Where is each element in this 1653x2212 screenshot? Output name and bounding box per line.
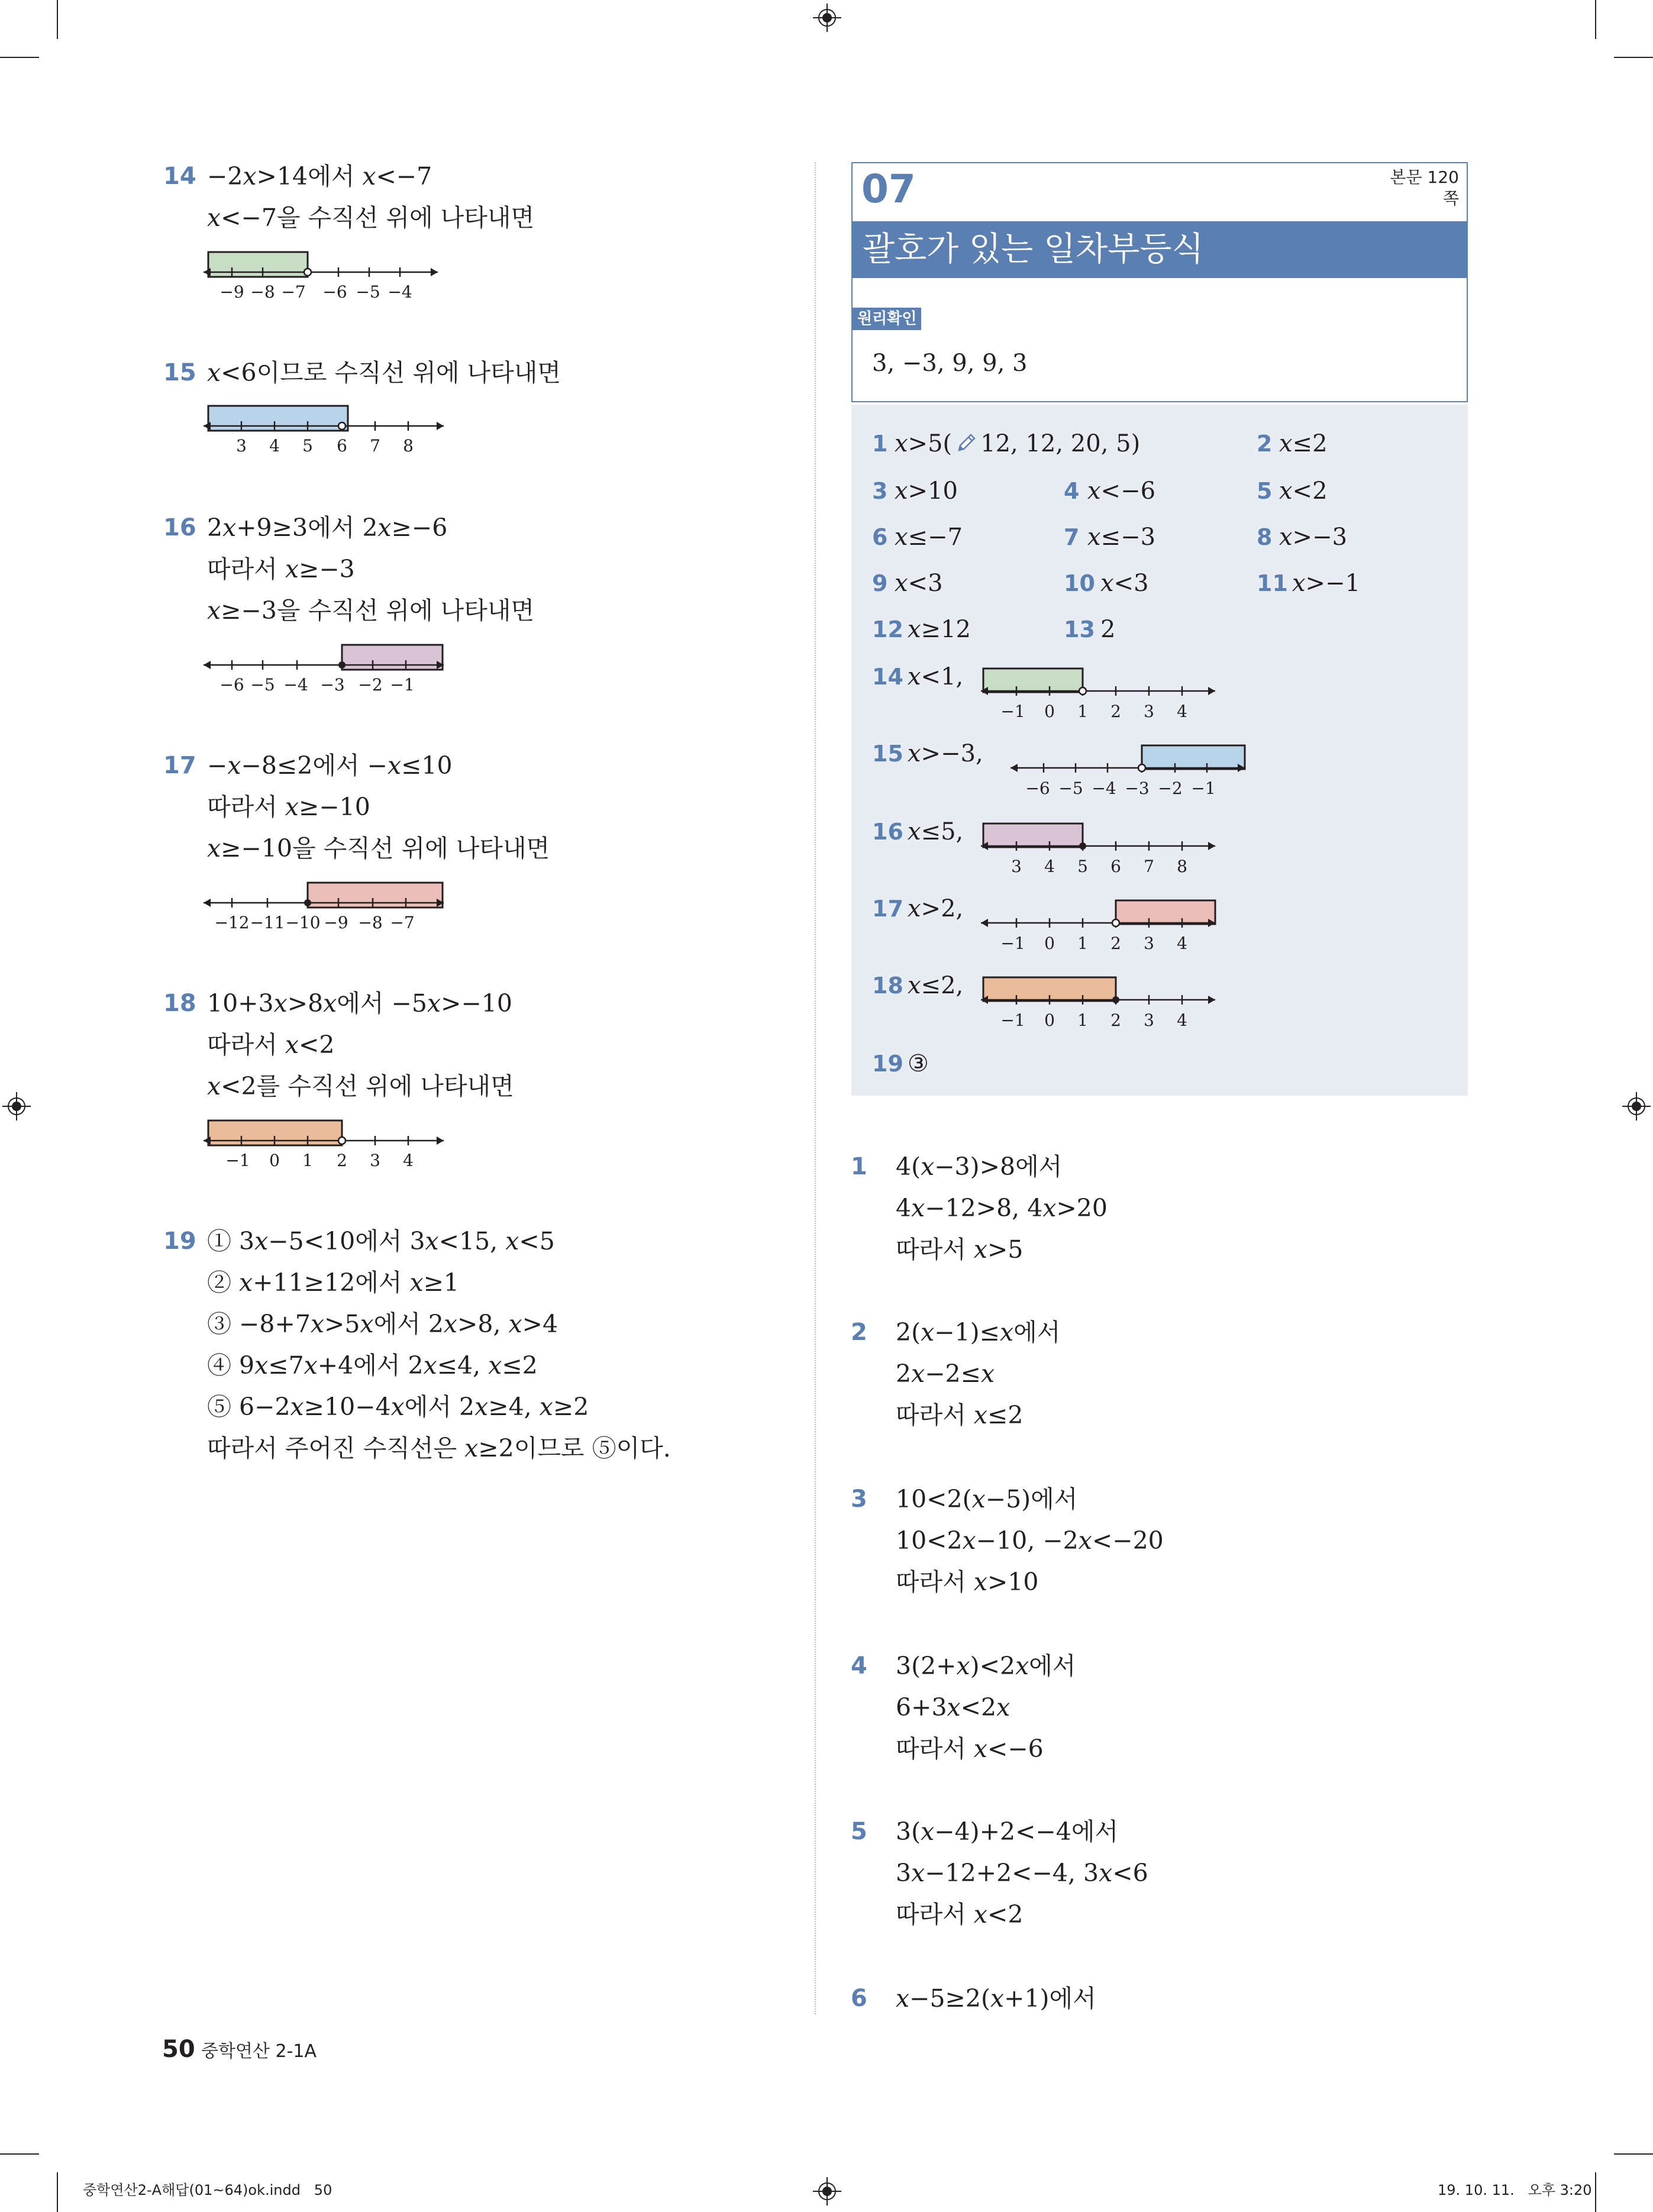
answer-text: 𝑥>10 [895,477,958,505]
closed-point [304,899,311,906]
answer-text: 𝑥≤2, [908,972,964,999]
page-number: 50 [162,2036,195,2063]
tick-label: 3 [1144,934,1154,953]
solution-line: ② 𝑥+11≥12에서 𝑥≥1 [207,1268,460,1297]
tick-label: 3 [236,436,247,456]
crop-mark [57,0,58,39]
registration-mark-icon [813,4,841,32]
open-point [304,269,311,276]
open-point [338,422,346,430]
solution-range [342,645,443,670]
solution-line: 3(2+𝑥)<2𝑥에서 [896,1652,1076,1680]
tick-label: −7 [281,282,306,302]
item-number: 4 [851,1652,867,1680]
solution-line: 따라서 𝑥>10 [896,1568,1039,1596]
answer-number: 13 [1064,616,1095,642]
answer-number: 16 [872,819,903,845]
crop-mark [1614,2153,1653,2155]
tick-label: 4 [1044,857,1055,876]
tick-label: 3 [1011,857,1022,876]
tick-label: 2 [1110,934,1121,953]
solution-line: 10<2(𝑥−5)에서 [896,1485,1078,1513]
solution-line: 𝑥<6이므로 수직선 위에 나타내면 [207,359,561,387]
book-title: 중학연산 2-1A [201,2041,317,2062]
answer-number: 7 [1064,524,1080,550]
answer-number: 5 [1257,478,1273,504]
crop-mark [1595,2172,1596,2212]
answer-text: ③ [908,1050,929,1077]
answer-number: 2 [1257,431,1273,457]
tick-label: 1 [1077,1010,1088,1030]
item-number: 6 [851,1985,867,2012]
solution-line: 4𝑥−12>8, 4𝑥>20 [896,1194,1108,1222]
tick-label: −1 [1191,779,1216,798]
tick-label: 0 [269,1151,280,1170]
answer-text: 𝑥>−1 [1292,570,1361,597]
solution-line: ⑤ 6−2𝑥≥10−4𝑥에서 2𝑥≥4, 𝑥≥2 [207,1393,589,1421]
answer-expression-rest: 12, 12, 20, 5) [980,430,1141,457]
item-number: 18 [163,990,196,1017]
number-line [979,818,1221,883]
item-number: 2 [851,1319,867,1346]
tick-label: 4 [1177,1010,1187,1030]
solution-line: 4(𝑥−3)>8에서 [896,1152,1063,1181]
number-line [201,872,450,937]
column-divider [815,163,816,2014]
closed-point [1079,842,1086,850]
tick-label: −1 [1000,934,1025,953]
solution-line: −2𝑥>14에서 𝑥<−7 [207,162,432,190]
solution-line: 따라서 주어진 수직선은 𝑥≥2이므로 ⑤이다. [207,1434,671,1462]
solution-line: −𝑥−8≤2에서 −𝑥≤10 [207,751,453,780]
answer-number: 3 [872,478,888,504]
solution-range [983,669,1083,692]
answer-number: 17 [872,896,903,922]
principle-badge: 원리확인 [853,308,921,330]
open-point [338,1137,346,1144]
tick-label: −3 [320,675,345,695]
solution-line: 10<2𝑥−10, −2𝑥<−20 [896,1526,1164,1555]
principle-answer: 3, −3, 9, 9, 3 [872,350,1028,377]
tick-label: 0 [1044,1010,1055,1030]
tick-label: −8 [358,913,383,932]
solution-line: 𝑥≥−3을 수직선 위에 나타내면 [207,596,535,625]
tick-label: −5 [1058,779,1083,798]
solution-line: 2(𝑥−1)≤𝑥에서 [896,1318,1061,1346]
tick-label: 0 [1044,934,1055,953]
tick-label: 2 [1110,702,1121,721]
answer-text [895,430,1140,458]
registration-mark-icon [1622,1092,1651,1120]
solution-range [208,252,308,277]
tick-label: 8 [403,436,414,456]
number-line [1008,740,1251,805]
tick-label: −4 [388,282,412,302]
solution-range [208,406,348,431]
solution-line: 3𝑥−12+2<−4, 3𝑥<6 [896,1859,1148,1887]
tick-label: 1 [1077,702,1088,721]
solution-line: ④ 9𝑥≤7𝑥+4에서 2𝑥≤4, 𝑥≤2 [207,1351,538,1380]
open-point [1138,764,1145,771]
solution-line: 2𝑥+9≥3에서 2𝑥≥−6 [207,514,448,542]
tick-label: −2 [358,675,383,695]
tick-label: −6 [1025,779,1050,798]
tick-label: −3 [1125,779,1150,798]
number-line [201,241,450,306]
tick-label: 7 [370,436,380,456]
tick-label: −6 [322,282,347,302]
tick-label: −5 [250,675,275,695]
answer-text: 𝑥≤−7 [895,524,963,551]
solution-line: 𝑥<2를 수직선 위에 나타내면 [207,1072,514,1100]
item-number: 5 [851,1818,867,1845]
solution-range [1142,745,1245,769]
tick-label: 6 [1110,857,1121,876]
solution-line: 𝑥≥−10을 수직선 위에 나타내면 [207,834,550,863]
tick-label: 0 [1044,702,1055,721]
pencil-icon [954,431,978,455]
registration-mark-icon [813,2177,841,2205]
answer-number: 6 [872,524,888,550]
item-number: 19 [163,1228,196,1255]
tick-label: −8 [250,282,275,302]
solution-range [1116,900,1215,924]
tick-label: 4 [1177,702,1187,721]
solution-line: 3(𝑥−4)+2<−4에서 [896,1817,1119,1846]
solution-line: 2𝑥−2≤𝑥 [896,1360,995,1388]
tick-label: −6 [219,675,244,695]
solution-line: 10+3𝑥>8𝑥에서 −5𝑥>−10 [207,989,512,1018]
section-title: 괄호가 있는 일차부등식 [863,230,1204,269]
registration-mark-icon [2,1092,31,1120]
item-number: 1 [851,1153,867,1180]
item-number: 15 [163,359,196,386]
answer-text: 𝑥<2 [1279,477,1328,505]
answer-number: 8 [1257,524,1273,550]
answer-number: 19 [872,1051,903,1077]
tick-label: −4 [1092,779,1116,798]
answer-number: 4 [1064,478,1080,504]
tick-label: 4 [269,436,280,456]
number-line [979,971,1221,1036]
file-name: 중학연산2-A해답(01~64)ok.indd 50 [83,2182,332,2198]
tick-label: 3 [370,1151,380,1170]
solution-range [308,883,443,908]
tick-label: 3 [1144,702,1154,721]
solution-line: 𝑥<−7을 수직선 위에 나타내면 [207,204,535,232]
item-number: 14 [163,163,196,190]
solution-line: 따라서 𝑥≥−3 [207,555,355,583]
solution-line: ③ −8+7𝑥>5𝑥에서 2𝑥>8, 𝑥>4 [207,1310,558,1338]
print-timestamp: 19. 10. 11. 오후 3:20 [1438,2182,1592,2198]
tick-label: −1 [390,675,415,695]
tick-label: −4 [283,675,308,695]
tick-label: 1 [302,1151,313,1170]
tick-label: −12 [214,913,250,932]
answer-text: 𝑥<−6 [1087,477,1156,505]
answer-number: 18 [872,973,903,999]
answer-number: 15 [872,741,903,767]
solution-line: 따라서 𝑥<2 [896,1900,1024,1929]
tick-label: 4 [403,1151,414,1170]
open-point [1112,919,1119,926]
solution-line: 따라서 𝑥<2 [207,1031,335,1059]
tick-label: −5 [356,282,380,302]
tick-label: 6 [337,436,347,456]
answer-text: 𝑥≤2 [1279,430,1328,457]
number-line [201,634,450,699]
number-line [979,663,1221,728]
answer-text: 𝑥<1, [908,663,964,690]
tick-label: 7 [1144,857,1154,876]
answer-number: 10 [1064,570,1095,596]
solution-line: 따라서 𝑥>5 [896,1235,1024,1264]
tick-label: 3 [1144,1010,1154,1030]
tick-label: 5 [1077,857,1088,876]
tick-label: −9 [219,282,244,302]
answer-text: 𝑥<3 [1100,570,1149,597]
answer-text: 𝑥≥12 [908,616,971,643]
tick-label: 5 [302,436,313,456]
answer-text: 𝑥≤−3 [1087,524,1156,551]
tick-label: 1 [1077,934,1088,953]
solution-line: 따라서 𝑥<−6 [896,1735,1044,1763]
item-number: 17 [163,752,196,779]
page-reference: 본문 120쪽 [1390,167,1459,208]
number-line [979,895,1221,960]
closed-point [1112,996,1119,1003]
section-number: 07 [861,166,916,212]
crop-mark [0,57,39,58]
crop-mark [1595,0,1596,39]
crop-mark [57,2172,58,2212]
tick-label: 2 [1110,1010,1121,1030]
item-number: 16 [163,514,196,541]
tick-label: −1 [1000,702,1025,721]
answer-expression: 𝑥>5( [895,430,953,457]
item-number: 3 [851,1486,867,1513]
tick-label: −1 [225,1151,250,1170]
solution-line: 따라서 𝑥≥−10 [207,793,370,821]
tick-label: −10 [285,913,321,932]
tick-label: −9 [324,913,348,932]
answer-text: 𝑥>−3, [908,740,983,767]
open-point [1079,687,1086,695]
solution-line: 𝑥−5≥2(𝑥+1)에서 [896,1984,1096,2013]
answer-text: 𝑥<3 [895,570,943,597]
number-line [201,395,450,460]
answer-number: 11 [1257,570,1288,596]
answer-text: 𝑥>2, [908,895,964,922]
tick-label: 4 [1177,934,1187,953]
tick-label: 8 [1177,857,1187,876]
tick-label: 2 [337,1151,347,1170]
tick-label: −11 [250,913,285,932]
number-line [201,1110,450,1175]
answer-number: 9 [872,570,888,596]
crop-mark [0,2153,39,2155]
closed-point [338,661,346,669]
solution-line: 따라서 𝑥≤2 [896,1401,1024,1429]
crop-mark [1614,57,1653,58]
solution-line: ① 3𝑥−5<10에서 3𝑥<15, 𝑥<5 [207,1227,555,1255]
answer-number: 14 [872,664,903,690]
solution-range [983,824,1083,847]
answer-number: 12 [872,616,903,642]
answer-text: 𝑥≤5, [908,818,964,845]
solution-line: 6+3𝑥<2𝑥 [896,1693,1010,1722]
tick-label: −2 [1158,779,1183,798]
tick-label: −1 [1000,1010,1025,1030]
answer-text: 2 [1100,616,1116,643]
tick-label: −7 [390,913,415,932]
answer-number: 1 [872,431,888,457]
answer-text: 𝑥>−3 [1279,524,1348,551]
